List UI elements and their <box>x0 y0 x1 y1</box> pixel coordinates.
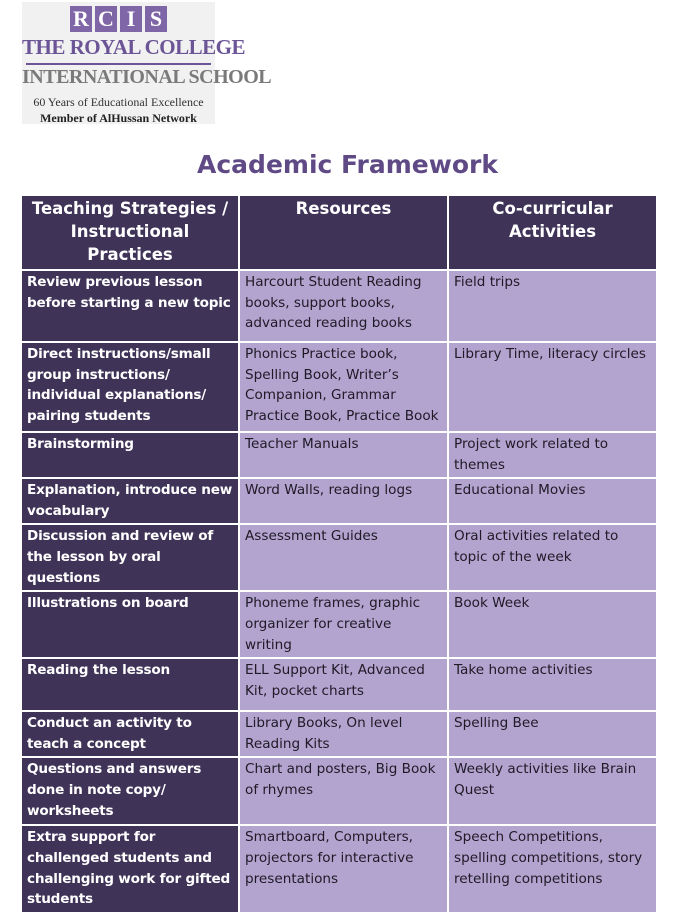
strategy-cell: Questions and answers done in note copy/ worksheets <box>21 757 239 825</box>
logo-network: Member of AlHussan Network <box>40 111 197 125</box>
header-co-curricular-activities: Co-curricular Activities <box>448 195 657 270</box>
logo-letter: I <box>120 6 142 32</box>
resources-cell: Smartboard, Computers, projectors for interactive presentations <box>239 825 448 913</box>
strategy-cell: Explanation, introduce new vocabulary <box>21 478 239 524</box>
strategy-cell: Illustrations on board <box>21 591 239 658</box>
activities-cell: Weekly activities like Brain Quest <box>448 757 657 825</box>
logo-letter: C <box>95 6 117 32</box>
header-teaching-strategies: Teaching Strategies / Instructional Practices <box>21 195 239 270</box>
resources-cell: ELL Support Kit, Advanced Kit, pocket charts <box>239 658 448 711</box>
table-row <box>21 825 657 913</box>
activities-cell: Speech Competitions, spelling competitions, story retelling competitions <box>448 825 657 913</box>
logo-letter: S <box>145 6 167 32</box>
resources-cell: Library Books, On level Reading Kits <box>239 711 448 757</box>
resources-cell: Word Walls, reading logs <box>239 478 448 524</box>
logo-school-name-line2: INTERNATIONAL SCHOOL <box>22 66 272 88</box>
logo-letter: R <box>70 6 92 32</box>
strategy-cell: Brainstorming <box>21 432 239 478</box>
table-row <box>21 478 657 524</box>
activities-cell: Take home activities <box>448 658 657 711</box>
logo-letters <box>70 6 167 32</box>
table-row <box>21 591 657 658</box>
strategy-cell: Conduct an activity to teach a concept <box>21 711 239 757</box>
table-row <box>21 524 657 591</box>
table-row <box>21 342 657 432</box>
strategy-cell: Discussion and review of the lesson by oral questions <box>21 524 239 591</box>
activities-cell: Oral activities related to topic of the week <box>448 524 657 591</box>
logo-school-name-line1: THE ROYAL COLLEGE <box>22 35 245 59</box>
activities-cell: Book Week <box>448 591 657 658</box>
strategy-cell: Review previous lesson before starting a new topic <box>21 270 239 342</box>
table-header-row <box>21 195 657 270</box>
activities-cell: Spelling Bee <box>448 711 657 757</box>
table-row <box>21 658 657 711</box>
activities-cell: Educational Movies <box>448 478 657 524</box>
table-row <box>21 757 657 825</box>
strategy-cell: Reading the lesson <box>21 658 239 711</box>
activities-cell: Library Time, literacy circles <box>448 342 657 432</box>
header-resources: Resources <box>239 195 448 270</box>
table-row <box>21 432 657 478</box>
table-row <box>21 270 657 342</box>
activities-cell: Project work related to themes <box>448 432 657 478</box>
logo-divider <box>26 63 211 65</box>
logo-tagline: 60 Years of Educational Excellence <box>33 95 204 109</box>
resources-cell: Harcourt Student Reading books, support books, advanced reading books <box>239 270 448 342</box>
resources-cell: Chart and posters, Big Book of rhymes <box>239 757 448 825</box>
strategy-cell: Direct instructions/small group instructions/ individual explanations/ pairing students <box>21 342 239 432</box>
strategy-cell: Extra support for challenged students and challenging work for gifted students <box>21 825 239 913</box>
school-logo <box>22 2 272 125</box>
page-title: Academic Framework <box>197 150 498 179</box>
resources-cell: Phonics Practice book, Spelling Book, Writer’s Companion, Grammar Practice Book, Practice Book <box>239 342 448 432</box>
resources-cell: Assessment Guides <box>239 524 448 591</box>
table-row <box>21 711 657 757</box>
resources-cell: Phoneme frames, graphic organizer for creative writing <box>239 591 448 658</box>
academic-framework-table <box>20 194 658 914</box>
activities-cell: Field trips <box>448 270 657 342</box>
resources-cell: Teacher Manuals <box>239 432 448 478</box>
